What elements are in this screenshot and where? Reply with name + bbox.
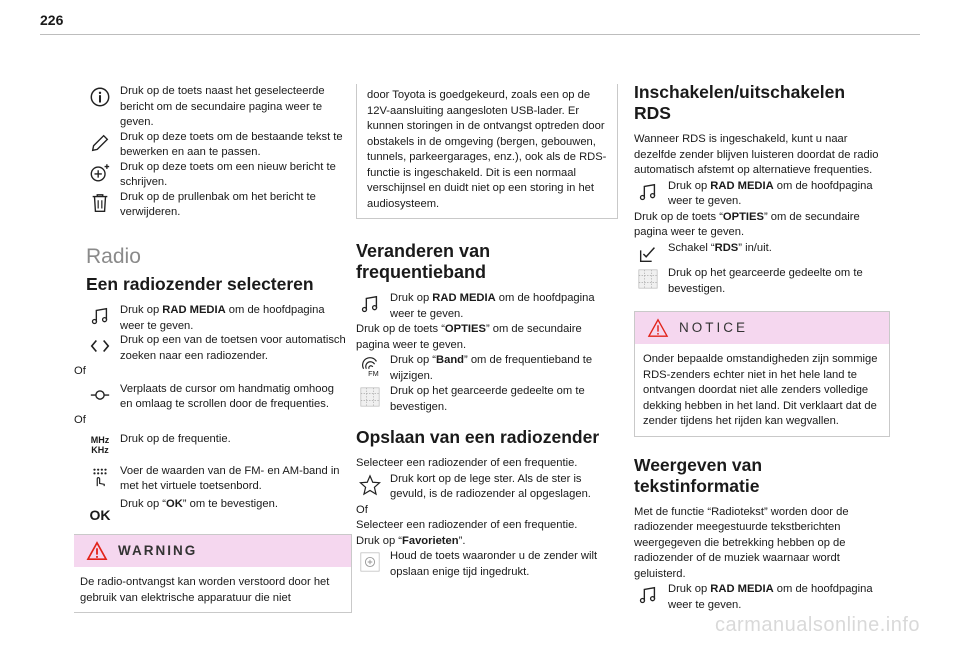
- column-1: [74, 84, 346, 613]
- item-text: Druk op “OK” om te bevestigen.: [120, 497, 278, 510]
- item-text: Druk op deze toets om een nieuw bericht te schrijven.: [120, 160, 336, 188]
- paragraph: Druk op de toets “OPTIES” om de secundaire pagina weer te geven.: [356, 323, 582, 351]
- warning-box-continued: [356, 84, 618, 219]
- item-text: Voer de waarden van de FM- en AM-band in met het virtuele toetsenbord.: [120, 464, 340, 492]
- column-3: [634, 84, 890, 613]
- list-item: [634, 582, 890, 613]
- warning-text-continued: door Toyota is goedgekeurd, zoals een op de 12V-aansluiting aangesloten USB-lader. Er kunnen storingen in de ontvangst optreden door obstakels in de omgeving (bergen, gebouwen, tunnels, parkeergarages, enz.), ook als de RDS-functie is ingeschakeld. Dit is een normaal verschijnsel en duidt niet op een storing in het audiosysteem.: [367, 89, 607, 210]
- music-note-icon: [356, 291, 384, 317]
- warning-box: [74, 534, 352, 613]
- item-text: Druk op RAD MEDIA om de hoofdpagina weer te geven.: [668, 583, 873, 611]
- item-text: Verplaats de cursor om handmatig omhoog en omlaag te scrollen door de frequenties.: [120, 382, 334, 410]
- item-text: Schakel “RDS” in/uit.: [668, 241, 772, 254]
- paragraph: Selecteer een radiozender of een frequentie.: [356, 519, 578, 531]
- list-item: [86, 333, 346, 364]
- slider-cursor-icon: [86, 382, 114, 408]
- item-text: Druk op de toets naast het geselecteerde bericht om de secundaire pagina weer te geven.: [120, 85, 325, 128]
- heading: Veranderen van frequentieband: [356, 241, 491, 282]
- heading: Weergeven van tekstinformatie: [634, 454, 763, 496]
- fm-radio-icon: [356, 353, 384, 379]
- heading: Opslaan van een radiozender: [356, 427, 600, 447]
- notice-header: [635, 312, 889, 344]
- list-item: [634, 241, 890, 257]
- paragraph: Wanneer RDS is ingeschakeld, kunt u naar dezelfde zender blijven luisteren doordat de radio automatisch afstemt op alternatieve frequenties.: [634, 133, 879, 176]
- item-text: Druk op de frequentie.: [120, 433, 231, 445]
- mhz-khz-icon: MHz KHz: [90, 435, 110, 455]
- list-item: [86, 160, 346, 191]
- trash-icon: [86, 190, 114, 216]
- list-item: [86, 464, 346, 495]
- paragraph: Druk op “Favorieten”.: [356, 534, 466, 547]
- item-text: Houd de toets waaronder u de zender wilt opslaan enige tijd ingedrukt.: [390, 550, 598, 578]
- hatched-area-icon: [634, 266, 662, 292]
- notice-box: [634, 311, 890, 437]
- header-divider: [40, 34, 920, 35]
- warning-text: De radio-ontvangst kan worden verstoord door het gebruik van elektrische apparatuur die niet: [80, 576, 330, 604]
- item-text: Druk op RAD MEDIA om de hoofdpagina weer te geven.: [120, 304, 325, 332]
- list-item: [86, 432, 346, 455]
- checkbox-icon: [634, 241, 662, 267]
- or-text: Of: [74, 413, 86, 426]
- item-text: Druk op RAD MEDIA om de hoofdpagina weer te geven.: [390, 292, 595, 320]
- heading: Inschakelen/uitschakelen RDS: [634, 82, 846, 123]
- item-text: Druk op de prullenbak om het bericht te verwijderen.: [120, 190, 316, 218]
- music-note-icon: [86, 303, 114, 329]
- section-title: Radio: [86, 244, 141, 268]
- item-text: Druk kort op de lege ster. Als de ster is gevuld, is de radiozender al opgeslagen.: [390, 472, 591, 500]
- info-icon: [86, 84, 114, 110]
- notice-icon: [647, 318, 669, 338]
- list-item: [634, 179, 890, 210]
- list-item: [86, 130, 346, 161]
- svg-text:FM: FM: [368, 369, 379, 377]
- list-item: [86, 84, 346, 131]
- list-item: [356, 384, 618, 415]
- item-text: Druk op het gearceerde gedeelte om te bevestigen.: [668, 267, 863, 295]
- or-text: Of: [74, 365, 86, 377]
- pencil-icon: [86, 130, 114, 156]
- ok-icon: OK: [89, 506, 111, 523]
- item-text: Druk op deze toets om de bestaande tekst te bewerken en aan te passen.: [120, 130, 343, 158]
- list-item: [356, 549, 618, 580]
- music-note-icon: [634, 582, 662, 608]
- warning-title: WARNING: [118, 543, 198, 559]
- or-text: Of: [356, 503, 368, 516]
- list-item: [86, 382, 346, 413]
- star-icon: [356, 472, 384, 498]
- list-item: [86, 190, 346, 221]
- paragraph: Druk op de toets “OPTIES” om de secundaire pagina weer te geven.: [634, 210, 860, 238]
- warning-header: [74, 535, 351, 567]
- item-text: Druk op een van de toetsen voor automatisch zoeken naar een radiozender.: [120, 334, 346, 362]
- page-number: 226: [40, 12, 64, 28]
- new-message-icon: [86, 160, 114, 186]
- hatched-area-icon: [356, 384, 384, 410]
- paragraph: Met de functie “Radiotekst” worden door de radiozender meegestuurde tekstberichten weergegeven die betrekking hebben op de radiozender of de muziek waarnaar wordt geluisterd.: [634, 505, 849, 580]
- chevron-left-right-icon: [86, 333, 114, 359]
- list-item: [86, 497, 346, 523]
- list-item: [356, 291, 618, 322]
- item-text: Druk op “Band” om de frequentieband te wijzigen.: [390, 354, 593, 382]
- watermark: carmanualsonline.info: [714, 614, 920, 636]
- list-item: [356, 353, 618, 384]
- list-item: [356, 472, 618, 503]
- add-preset-icon: [356, 549, 384, 575]
- column-2: [356, 84, 618, 580]
- keypad-icon: [86, 464, 114, 490]
- list-item: [634, 266, 890, 297]
- notice-title: NOTICE: [679, 320, 749, 336]
- list-item: [86, 303, 346, 334]
- paragraph: Selecteer een radiozender of een frequentie.: [356, 457, 578, 469]
- music-note-icon: [634, 179, 662, 205]
- heading: Een radiozender selecteren: [86, 274, 314, 294]
- item-text: Druk op het gearceerde gedeelte om te bevestigen.: [390, 385, 585, 413]
- notice-text: Onder bepaalde omstandigheden zijn sommige RDS-zenders echter niet in het hele land te ontvangen doordat niet alle zenders volledige dekking hebben in het land. Dit verklaart dat de zender tijdens het rijden kan wegvallen.: [643, 353, 878, 427]
- warning-icon: [86, 541, 108, 561]
- item-text: Druk op RAD MEDIA om de hoofdpagina weer te geven.: [668, 179, 873, 207]
